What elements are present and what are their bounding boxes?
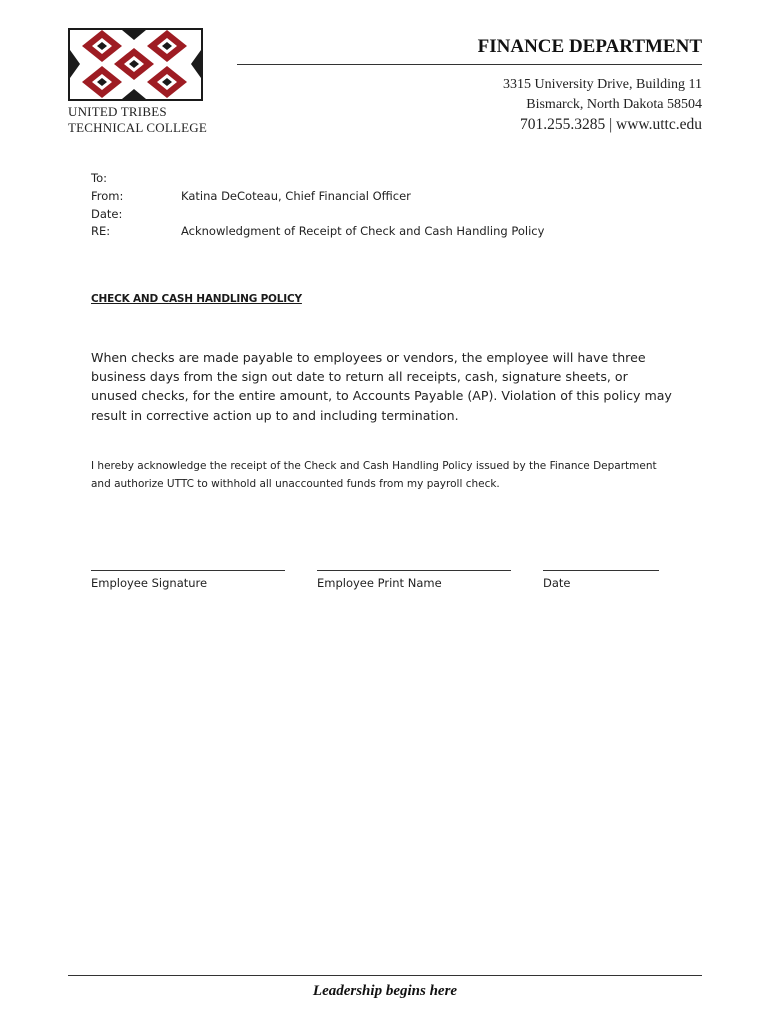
address-line-1: 3315 University Drive, Building 11 — [503, 77, 702, 92]
diamond-pattern-icon — [70, 30, 201, 99]
date-label: Date — [543, 576, 571, 590]
memo-re-value: Acknowledgment of Receipt of Check and Cash Handling Policy — [181, 224, 545, 238]
memo-to-label: To: — [91, 171, 107, 185]
memo-from-label: From: — [91, 189, 124, 203]
memo-date-label: Date: — [91, 207, 123, 221]
employee-print-name-line[interactable] — [317, 570, 511, 571]
policy-title: CHECK AND CASH HANDLING POLICY — [91, 293, 302, 305]
acknowledgment-text: I hereby acknowledge the receipt of the Check and Cash Handling Policy issued by the Finance Department and authorize UTTC to withhold all unaccounted funds from my payroll check. — [91, 460, 657, 490]
footer-tagline: Leadership begins here — [312, 983, 458, 999]
date-line[interactable] — [543, 570, 659, 571]
header-divider — [237, 64, 702, 65]
college-name-line1: UNITED TRIBES — [68, 104, 167, 119]
address-line-2: Bismarck, North Dakota 58504 — [526, 97, 702, 112]
employee-signature-line[interactable] — [91, 570, 285, 571]
memo-from-value: Katina DeCoteau, Chief Financial Officer — [181, 189, 411, 203]
policy-body: When checks are made payable to employees or vendors, the employee will have three business days from the sign out date to return all receipts, cash, signature sheets, or unused checks, for the entire amount, to Accounts Payable (AP). Violation of this policy may result in corrective action up to and including termination. — [91, 350, 672, 423]
college-name — [68, 104, 218, 136]
employee-signature-label: Employee Signature — [91, 576, 208, 590]
contact-line: 701.255.3285 | www.uttc.edu — [519, 116, 702, 133]
footer-divider — [68, 975, 702, 976]
memo-re-label: RE: — [91, 224, 111, 238]
employee-print-name-label: Employee Print Name — [317, 576, 442, 590]
department-title: FINANCE DEPARTMENT — [477, 36, 702, 57]
college-logo — [68, 28, 203, 101]
college-name-line2: TECHNICAL COLLEGE — [68, 120, 208, 135]
diamond-shapes — [70, 30, 201, 99]
